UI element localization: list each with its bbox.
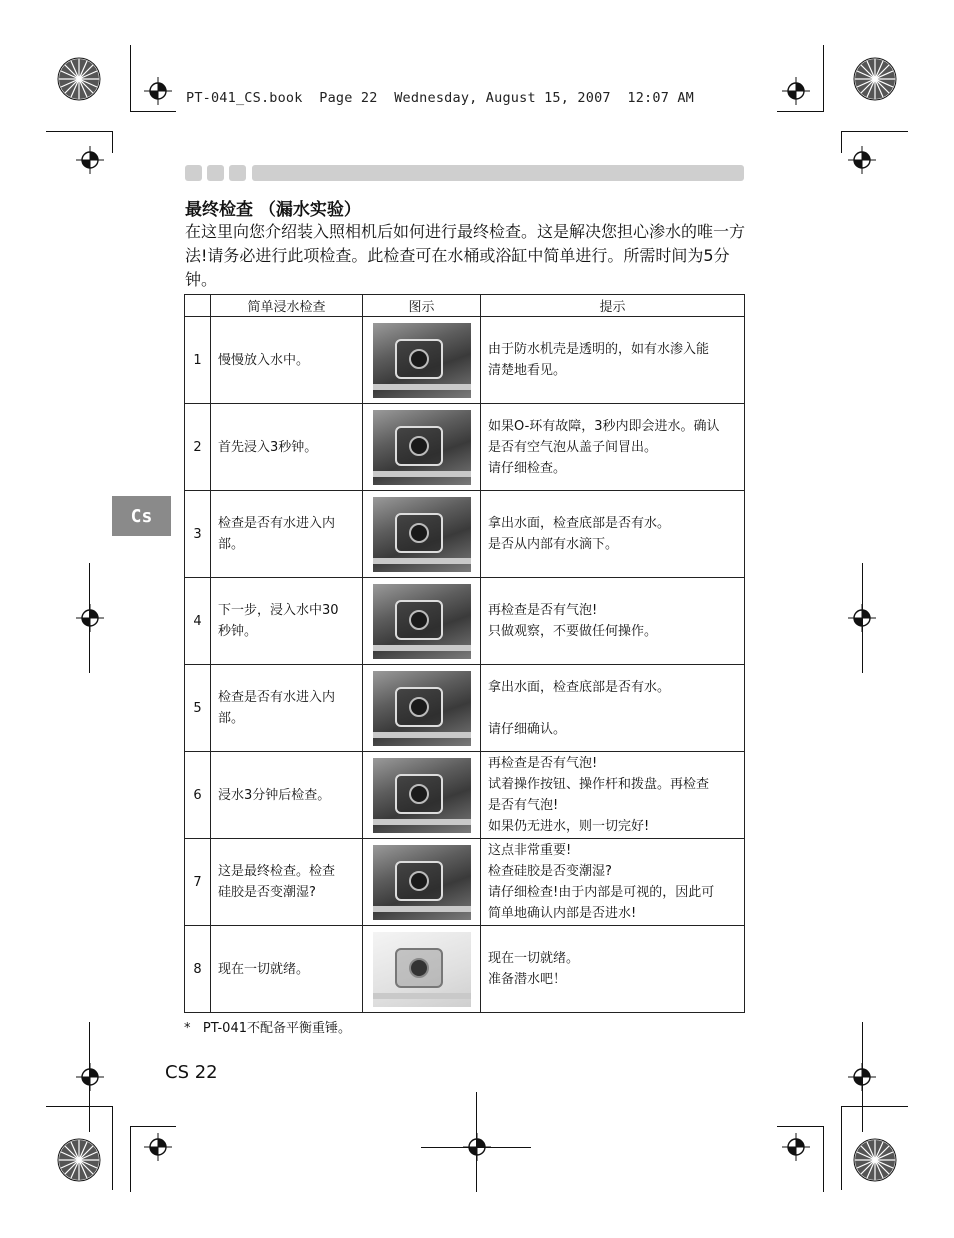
- tip-line: 拿出水面，检查底部是否有水。: [488, 679, 671, 695]
- tub-edge: [373, 906, 471, 912]
- camera-housing-photo: [373, 497, 471, 572]
- step-action-line: 现在一切就绪。: [218, 961, 310, 977]
- step-tips: [481, 491, 745, 578]
- step-number: 1: [185, 317, 211, 404]
- registration-target-icon: [76, 146, 104, 174]
- crop-mark: [112, 131, 113, 153]
- tip-line: 是否有气泡!: [488, 798, 559, 813]
- intro-paragraph: 在这里向您介绍装入照相机后如何进行最终检查。这是解决您担心渗水的唯一方法!请务必进行此项检查。此检查可在水桶或浴缸中简单进行。所需时间为5分钟。: [185, 222, 746, 289]
- tub-edge: [373, 819, 471, 825]
- step-action: [211, 839, 363, 926]
- tip-line: 简单地确认内部是否进水!: [488, 906, 637, 921]
- tip-line: 拿出水面，检查底部是否有水。: [488, 516, 671, 531]
- step-illustration: [363, 926, 481, 1013]
- table-row: [185, 404, 745, 491]
- crop-mark: [823, 45, 824, 111]
- tip-line: 如果仍无进水，则一切完好!: [488, 819, 650, 834]
- crop-mark: [841, 1106, 908, 1107]
- table-row: [185, 752, 745, 839]
- tip-line: 再检查是否有气泡!: [488, 756, 598, 771]
- tip-line: 试着操作按钮、操作杆和拨盘。再检查: [488, 777, 710, 792]
- section-bar-square: [207, 165, 224, 181]
- section-bar: [252, 165, 744, 181]
- tip-line: 如果O-环有故障，3秒内即会进水。确认: [488, 418, 720, 434]
- crop-mark: [130, 1126, 131, 1192]
- step-tips: [481, 665, 745, 752]
- table-row: [185, 839, 745, 926]
- step-action: [211, 752, 363, 839]
- tub-edge: [373, 993, 471, 999]
- step-illustration: [363, 578, 481, 665]
- tub-edge: [373, 558, 471, 564]
- step-number: 5: [185, 665, 211, 752]
- table-row: [185, 578, 745, 665]
- tip-line: 清楚地看见。: [488, 363, 567, 378]
- lens-shape: [409, 958, 429, 978]
- camera-housing-photo: [373, 584, 471, 659]
- crop-mark: [823, 1126, 824, 1192]
- crop-mark: [89, 563, 90, 673]
- crop-mark: [777, 111, 824, 112]
- tub-edge: [373, 645, 471, 651]
- section-bar-square: [229, 165, 246, 181]
- language-tab: Cs: [112, 496, 171, 536]
- lens-shape: [409, 436, 429, 456]
- tub-edge: [373, 384, 471, 390]
- step-illustration: [363, 317, 481, 404]
- page-number: CS 22: [165, 1062, 218, 1083]
- step-action: [211, 317, 363, 404]
- crop-mark: [130, 1126, 176, 1127]
- crop-mark: [89, 1022, 90, 1132]
- lens-shape: [409, 871, 429, 891]
- leak-test-table: [184, 294, 745, 1013]
- step-action: [211, 491, 363, 578]
- crop-mark: [841, 131, 908, 132]
- camera-housing-photo: [373, 410, 471, 485]
- registration-target-icon: [782, 77, 810, 105]
- step-illustration: [363, 404, 481, 491]
- tip-line: 是否从内部有水滴下。: [488, 537, 619, 552]
- section-bar-square: [185, 165, 202, 181]
- slug-page: Page 22: [319, 90, 378, 106]
- camera-housing-photo: [373, 845, 471, 920]
- step-action-line: 这是最终检查。检查: [218, 864, 336, 879]
- registration-target-icon: [782, 1133, 810, 1161]
- step-action: [211, 404, 363, 491]
- crop-mark: [777, 1126, 824, 1127]
- starburst-target-icon: [851, 55, 899, 103]
- step-tips: [481, 926, 745, 1013]
- camera-housing-photo: [373, 932, 471, 1007]
- registration-target-icon: [848, 146, 876, 174]
- table-row: [185, 665, 745, 752]
- tip-line: 是否有空气泡从盖子间冒出。: [488, 439, 658, 455]
- step-action-line: 秒钟。: [218, 624, 258, 639]
- step-number: 7: [185, 839, 211, 926]
- step-action-line: 首先浸入3秒钟。: [218, 439, 318, 455]
- registration-target-icon: [76, 604, 104, 632]
- slug-file: PT-041_CS.book: [186, 90, 303, 106]
- crop-mark: [46, 131, 113, 132]
- step-action-line: 检查是否有水进入内: [218, 690, 336, 705]
- lens-shape: [409, 523, 429, 543]
- step-tips: [481, 578, 745, 665]
- step-number: 2: [185, 404, 211, 491]
- crop-mark: [862, 563, 863, 673]
- crop-mark: [130, 45, 131, 111]
- step-action-line: 慢慢放入水中。: [218, 352, 310, 368]
- column-header-number: [185, 295, 211, 317]
- tip-line: 这点非常重要!: [488, 843, 572, 858]
- step-action: [211, 578, 363, 665]
- step-action-line: 部。: [218, 711, 245, 726]
- tip-line: 只做观察，不要做任何操作。: [488, 624, 658, 639]
- tip-line: 请仔细检查!由于内部是可视的，因此可: [488, 885, 715, 900]
- registration-target-icon: [144, 1133, 172, 1161]
- crop-mark: [130, 111, 176, 112]
- step-action: [211, 926, 363, 1013]
- tip-line: 请仔细检查。: [488, 460, 567, 476]
- crop-mark: [841, 1106, 842, 1190]
- table-row: [185, 491, 745, 578]
- tip-line: 准备潜水吧！: [488, 972, 567, 987]
- camera-housing-photo: [373, 323, 471, 398]
- step-tips: [481, 317, 745, 404]
- lens-shape: [409, 697, 429, 717]
- step-action-line: 检查是否有水进入内: [218, 516, 336, 531]
- step-tips: [481, 839, 745, 926]
- starburst-target-icon: [55, 55, 103, 103]
- crop-mark: [841, 131, 842, 153]
- registration-target-icon: [144, 77, 172, 105]
- step-illustration: [363, 665, 481, 752]
- column-header-check: 简单浸水检查: [211, 295, 363, 317]
- table-body: [185, 317, 745, 1013]
- step-number: 4: [185, 578, 211, 665]
- slug-date: Wednesday, August 15, 2007: [394, 90, 611, 106]
- lens-shape: [409, 610, 429, 630]
- footnote: * PT-041不配备平衡重锤。: [184, 1021, 351, 1036]
- starburst-target-icon: [851, 1136, 899, 1184]
- tub-edge: [373, 471, 471, 477]
- tip-line: 由于防水机壳是透明的，如有水渗入能: [488, 342, 710, 357]
- column-header-illustration: 图示: [363, 295, 481, 317]
- table-header-row: [185, 295, 745, 317]
- tip-line: 现在一切就绪。: [488, 951, 580, 966]
- step-action-line: 部。: [218, 537, 245, 552]
- crop-mark: [476, 1092, 477, 1192]
- column-header-tips: 提示: [481, 295, 745, 317]
- table-row: [185, 317, 745, 404]
- camera-housing-photo: [373, 758, 471, 833]
- lens-shape: [409, 349, 429, 369]
- registration-target-icon: [76, 1063, 104, 1091]
- step-number: 6: [185, 752, 211, 839]
- step-number: 8: [185, 926, 211, 1013]
- tip-line: [488, 698, 740, 719]
- table-row: [185, 926, 745, 1013]
- page-title: 最终检查 （漏水实验）: [185, 200, 361, 220]
- step-action-line: 下一步，浸入水中30: [218, 603, 339, 618]
- tip-line: 请仔细确认。: [488, 721, 567, 737]
- step-number: 3: [185, 491, 211, 578]
- step-action-line: 硅胶是否变潮湿?: [218, 885, 316, 900]
- step-illustration: [363, 839, 481, 926]
- step-tips: [481, 404, 745, 491]
- slug-time: 12:07 AM: [627, 90, 695, 106]
- step-tips: [481, 752, 745, 839]
- step-action: [211, 665, 363, 752]
- lens-shape: [409, 784, 429, 804]
- step-action-line: 浸水3分钟后检查。: [218, 787, 331, 803]
- tub-edge: [373, 732, 471, 738]
- step-illustration: [363, 491, 481, 578]
- tip-line: 再检查是否有气泡!: [488, 603, 598, 618]
- crop-mark: [46, 1106, 113, 1107]
- crop-mark: [862, 1022, 863, 1132]
- step-illustration: [363, 752, 481, 839]
- camera-housing-photo: [373, 671, 471, 746]
- starburst-target-icon: [55, 1136, 103, 1184]
- print-slug: [186, 90, 694, 106]
- crop-mark: [112, 1106, 113, 1190]
- tip-line: 检查硅胶是否变潮湿?: [488, 864, 612, 879]
